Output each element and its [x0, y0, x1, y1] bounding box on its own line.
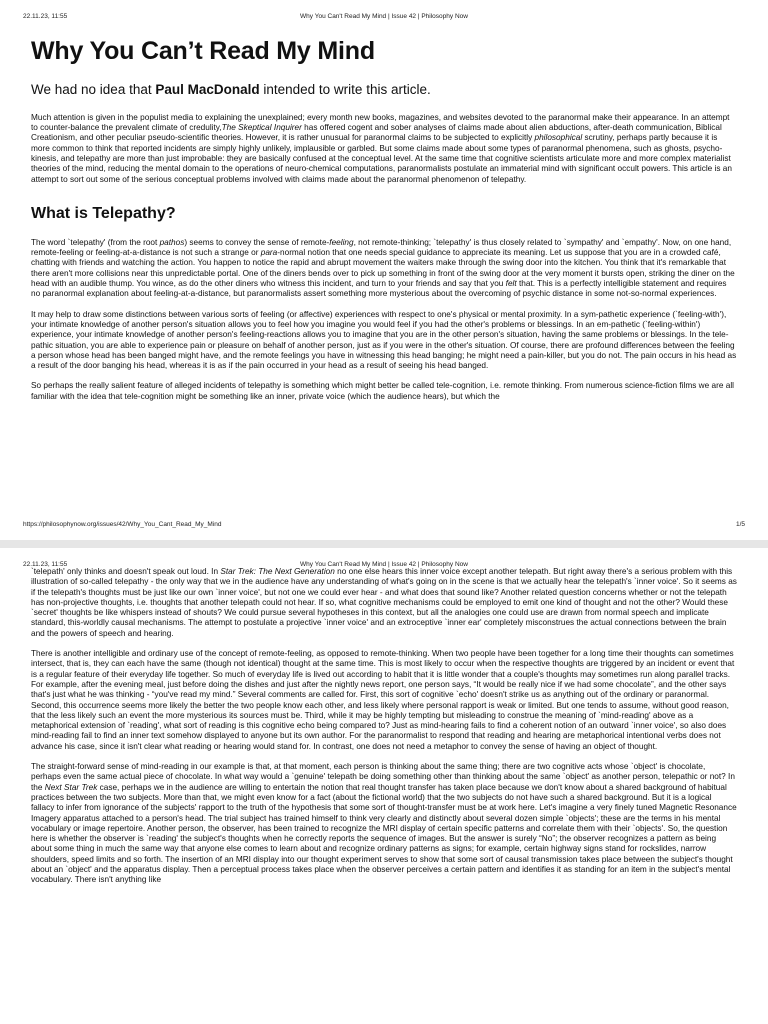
print-page-title: Why You Can't Read My Mind | Issue 42 | Philosophy Now: [300, 13, 468, 20]
article-body: [31, 36, 737, 412]
article-body: [31, 567, 737, 896]
paragraph: There is another intelligible and ordinary use of the concept of remote-feeling, as opposed to remote-thinking. When two people have been together for a long time their thoughts can sometimes intersect, that is, they can each have the same (though not identical) thought at the same time. This is most likely to occur when the respective thoughts are triggered by an incident or event that is a regular feature of their everyday life together. So much of everyday life is lived out according to habit that it is little wonder that a couple's thoughts may sometimes run along parallel tracks. For example, after the evening meal, just before doing the dishes and just after the nightly news report, one person says, “It would be really nice if we had some chocolate”, and the other says that's just what he was thinking - “you've read my mind.” Several comments are called for. First, this sort of cognitive `echo' doesn't strike us as anything out of the ordinary or paranormal. Second, this occurrence seems more likely the better the two people know each other, and less likely where personal rapport is weak or limited. But one tends to assume, without good reason, that the less likely such an event the more mysterious its sources must be. Third, while it may be highly tempting but misleading to construe the meaning of `mind-reading' above as a metaphorical extension of `reading', what sort of reading is this cognitive echo being compared to? Just as mind-hearing fails to find a coherent notion of an outward `inner voice', so also does mind-reading fail to find an inner text somehow displayed to anyone but its own author. For the paranormalist to respond that reading and hearing are metaphorical intentional verbs does not advance his case, since it isn't clear what reading or hearing would stand for. In contrast, one does not need a metaphor to convey the sense of having an object of thought.: [31, 649, 735, 751]
print-page-title: Why You Can't Read My Mind | Issue 42 | Philosophy Now: [300, 561, 468, 568]
source-url-link[interactable]: https://philosophynow.org/issues/42/Why_You_Cant_Read_My_Mind: [23, 521, 222, 528]
paragraph: It may help to draw some distinctions between various sorts of feeling (or affective) experiences with respect to one's physical or mental proximity. In a sym-pathetic experience (`feeling-with'), your intimate knowledge of another person's situation allows you to feel how you imagine you would feel if you had the other's problems or blessings. In an em-pathetic (`feeling-within') experience, your intimate knowledge of another person's feeling-reactions allows you to imagine that you are in the other person's situation, having the same problems or blessings. In the tele-pathic situation, you are able to experience pain or pleasure on behalf of another person, just as if you were in the other's situation. Of course, there are profound differences between the feeling a person whose head has been banged might have, and the remote feelings you have in witnessing this head banging; he might need a pain-killer, but you do not. The pain occurs in his head as a result of the door banging his head, whereas it is as if the pain occurred in your head as a result of seeing his head banged.: [31, 309, 737, 371]
print-header: [23, 13, 745, 23]
intro-paragraph: Much attention is given in the populist media to explaining the unexplained; every month new books, magazines, and websites devoted to the paranormal make their appearance. In an attempt to counter-balance the prevalent climate of credulity,The Skeptical Inquirer has offered cogent and sober analyses of claims made about alien abductions, after-death communication, Biblical Creationism, and other peculiar pseudo-scientific theories. However, it is rather unusual for paranormal claims to be subjected to explicitly philosophical scrutiny, perhaps partly because it is more common to think that reported incidents are simply highly unlikely, implausible or garbled. But some claims made about some types of paranormal phenomena, such as ghosts, psycho-kinesis, and telepathy are more than just improbable: they are basically confused at the conceptual level. At the same time that cognitive scientists articulate more and more complex materialist theories of the mind, reducing the mental domain to the operations of neuro-chemical computations, paranormalists postulate an immaterial mind with significant occult powers. This article is an attempt to sort out some of the serious conceptual problems involved with claims made about the paranormal phenomenon of telepathy.: [31, 112, 732, 184]
article-title: Why You Can’t Read My Mind: [31, 37, 375, 65]
article-subtitle: We had no idea that Paul MacDonald intended to write this article.: [31, 82, 431, 98]
print-footer: [23, 521, 745, 528]
paragraph: The word `telepathy' (from the root pathos) seems to convey the sense of remote-feeling, not remote-thinking; `telepathy' is thus closely related to `sympathy' and `empathy'. Now, on one hand, remote-feeling or feeling-at-a-distance is not such a strange or para-normal notion that one needs special guidance to appreciate its meaning. Let us suppose that you are in a crowded café, chatting with friends and watching the action. You happen to notice the rapid and abrupt movement the waiters make through the swing door into the kitchen. You think that it's remarkable that there aren't more collisions near this unpredictable portal. One of the diners bends over to pick up something in front of the swing door at the very moment it bursts open, striking the diner on the head with an audible thump. You wince, as do the other diners who witness this incident, and turn to your friends and say that you felt that. This is a perfectly intelligible statement and requires no paranormal explanation about feeling-at-a-distance, but paranormalists assert something more mysterious about the overcoming of psychic distance in some not-so-normal experiences.: [31, 237, 735, 299]
paragraph: So perhaps the really salient feature of alleged incidents of telepathy is something which might better be called tele-cognition, i.e. remote thinking. From numerous science-fiction films we are all familiar with the idea that tele-cognition might be something like an inner, private voice (which the audience hears), but which the: [31, 381, 734, 401]
print-datetime: 22.11.23, 11:55: [23, 13, 68, 20]
section-heading: What is Telepathy?: [31, 204, 176, 222]
author-name: Paul MacDonald: [155, 82, 260, 98]
page-2: [0, 548, 768, 1024]
paragraph: `telepath' only thinks and doesn't speak out loud. In Star Trek: The Next Generation no one else hears this inner voice except another telepath. But right away there's a serious problem with this illustration of so-called telepathy - the only way that we in the audience have any understanding of what's going on in the scene is that we actually hear the telepath's `inner voice'. So it seems as if the telepath's thoughts must be just like our own `inner voice', but not one we could ever hear - and what does that sound like? Another related question concerns whether or not the telepath has non-projective thoughts, i.e. thoughts that another telepath could not hear. If so, what cognitive mechanisms could be employed to emit one kind of thought and not the other? Would these `secret' thoughts be like whispers instead of shouts? We could pursue several hypotheses in this context, but all the analogies one could use are drawn from normal speech and implicate standard, this-worldly causal mechanisms. The attempt to postulate a projective `inner voice' and an extroceptive `inner ear' completely misconstrues the actual connections between the brain and the powers of speech and hearing.: [31, 567, 737, 638]
page-number: 1/5: [735, 521, 745, 528]
print-datetime: 22.11.23, 11:55: [23, 561, 68, 568]
paragraph: The straight-forward sense of mind-reading in our example is that, at that moment, each person is thinking about the same thing; there are two cognitive acts whose `object' is chocolate, perhaps even the same actual piece of chocolate. In what way would a `genuine' telepath be doing something other than thinking about the same `object' as another person, telepathic or not? In the Next Star Trek case, perhaps we in the audience are willing to entertain the notion that real thought transfer has taken place because we don't know about a shared background of habitual practices between the two subjects. More than that, we might even know for a fact (about the fictional world) that the two subjects do not have such a shared background. But it is a logical fallacy to infer from ignorance of the subjects' rapport to the truth of the hypothesis that some sort of thought-transfer must be at work here. Let's imagine a very finely tuned Magnetic Resonance Imagery apparatus attached to a person's head. The trial subject has trained himself to think very clearly and distinctly about several dozen simple `objects'; these are the terms in his mental vocabulary or image repertoire. Another person, the observer, has been trained to recognize the MRI display of certain specific patterns and correlate them with their `objects'. So, the question here is whether the observer is `reading' the subject's thoughts when he correctly reports the sequence of images. But the answer is surely “No”; the observer recognizes a pattern as being about some thing in much the same way that anyone else comes to learn about and recognize ordinary patterns as signs; for example, certain highway signs stand for rockslides, narrow shoulders, speed limits and so forth. The insertion of an MRI display into our thought experiment serves to show that some sort of causal transmission takes place between the subject's thought about an `object' and the apparatus display. Then a perceptual process takes place when the observer perceives a certain pattern and identifies it as standing for an item in the subject's mental vocabulary. There isn't anything like: [31, 762, 737, 885]
